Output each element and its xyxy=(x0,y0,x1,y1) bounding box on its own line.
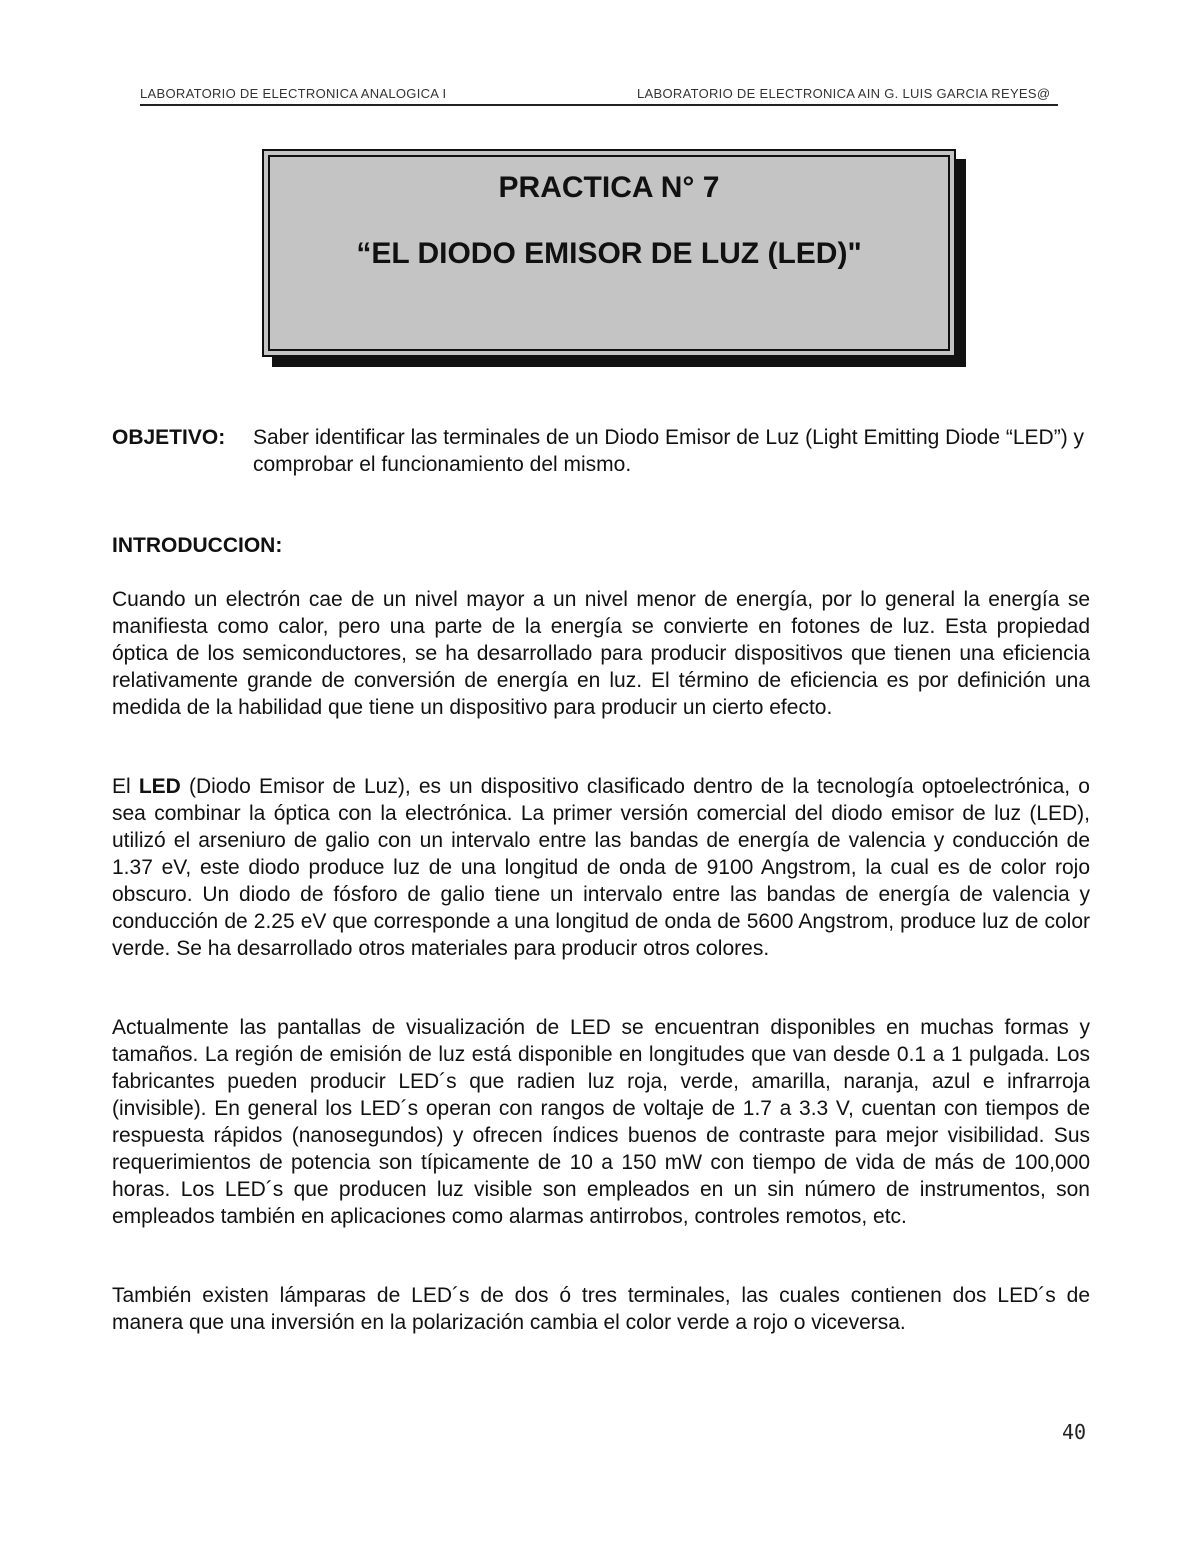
title-box-inner-frame xyxy=(268,155,950,351)
practice-topic-title: “EL DIODO EMISOR DE LUZ (LED)" xyxy=(356,237,862,270)
page-header xyxy=(140,86,1058,106)
objective-text: Saber identificar las terminales de un Diodo Emisor de Luz (Light Emitting Diode “LED”) y comprobar el funcionamiento del mismo. xyxy=(253,426,1085,476)
practice-number-title: PRACTICA N° 7 xyxy=(498,171,720,204)
paragraph-2-body: (Diodo Emisor de Luz), es un dispositivo clasificado dentro de la tecnología optoelectrónica, o sea combinar la óptica con la electrónica. La primer versión comercial del diodo emisor de luz (LED), utilizó el arseniuro de galio con un intervalo entre las bandas de energía de valencia y conducción de 1.37 eV, este diodo produce luz de una longitud de onda de 9100 Angstrom, la cual es de color rojo obscuro. Un diodo de fósforo de galio tiene un intervalo entre las bandas de energía de valencia y conducción de 2.25 eV que corresponde a una longitud de onda de 5600 Angstrom, produce luz de color verde. Se ha desarrollado otros materiales para producir otros colores. xyxy=(112,775,1090,960)
intro-paragraph-4: También existen lámparas de LED´s de dos ó tres terminales, las cuales contienen dos LED´s de manera que una inversión en la polarización cambia el color verde a rojo o viceversa. xyxy=(112,1284,1090,1334)
introduction-heading: INTRODUCCION: xyxy=(112,534,283,557)
intro-paragraph-3: Actualmente las pantallas de visualización de LED se encuentran disponibles en muchas formas y tamaños. La región de emisión de luz está disponible en longitudes que van desde 0.1 a 1 pulgada. Los fabricantes pueden producir LED´s que radien luz roja, verde, amarilla, naranja, azul e infrarroja (invisible). En general los LED´s operan con rangos de voltaje de 1.7 a 3.3 V, cuentan con tiempos de respuesta rápidos (nanosegundos) y ofrecen índices buenos de contraste para mejor visibilidad. Sus requerimientos de potencia son típicamente de 10 a 150 mW con tiempo de vida de más de 100,000 horas. Los LED´s que producen luz visible son empleados en un sin número de instrumentos, son empleados también en aplicaciones como alarmas antirrobos, controles remotos, etc. xyxy=(112,1016,1090,1228)
header-right-text: LABORATORIO DE ELECTRONICA AIN G. LUIS GARCIA REYES@ xyxy=(637,86,1051,101)
intro-paragraph-1: Cuando un electrón cae de un nivel mayor a un nivel menor de energía, por lo general la energía se manifiesta como calor, pero una parte de la energía se convierte en fotones de luz. Esta propiedad óptica de los semiconductores, se ha desarrollado para producir dispositivos que tienen una eficiencia relativamente grande de conversión de energía en luz. El término de eficiencia es por definición una medida de la habilidad que tiene un dispositivo para producir un cierto efecto. xyxy=(112,588,1090,719)
led-term-bold: LED xyxy=(138,775,181,798)
intro-paragraph-2 xyxy=(112,773,1090,962)
paragraph-2-lead: El xyxy=(112,775,139,798)
objective-label: OBJETIVO: xyxy=(112,426,226,449)
page-number: 40 xyxy=(1062,1420,1087,1444)
header-left-text: LABORATORIO DE ELECTRONICA ANALOGICA I xyxy=(140,86,447,101)
title-box xyxy=(262,149,956,357)
